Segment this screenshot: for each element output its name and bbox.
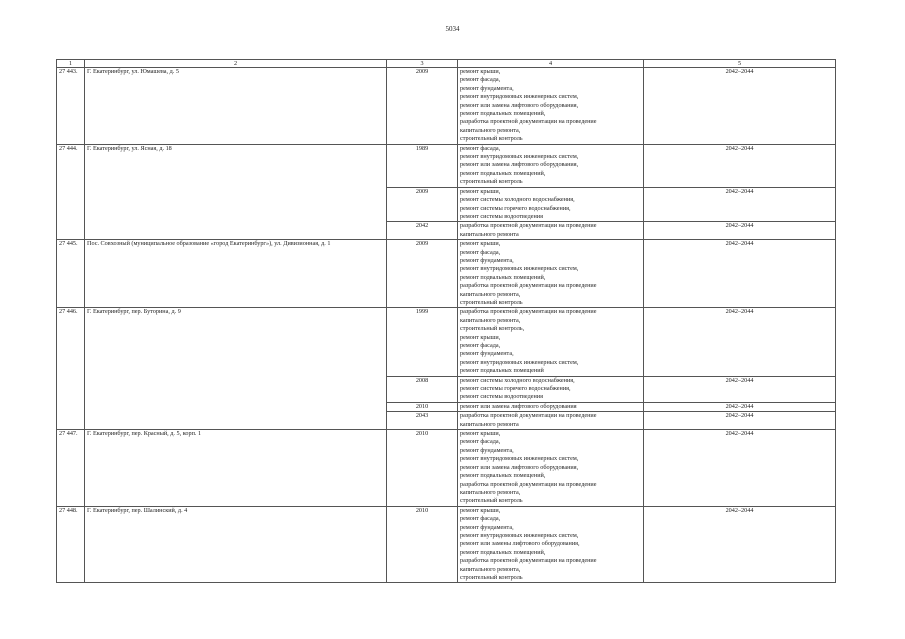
work-item: ремонт фундамента, xyxy=(460,523,514,531)
works-cell xyxy=(458,412,644,430)
period-cell: 2042–2044 xyxy=(644,376,836,402)
work-item: ремонт или замена лифтового оборудования, xyxy=(460,161,579,169)
works-cell xyxy=(458,402,644,411)
address-cell: Г. Екатеринбург, ул. Ясная, д. 18 xyxy=(85,144,387,239)
period-cell: 2042–2044 xyxy=(644,240,836,308)
work-item: ремонт внутридомовых инженерных систем, xyxy=(460,153,579,161)
table-row xyxy=(57,430,836,507)
work-item: ремонт крыши, xyxy=(460,430,501,438)
work-item: ремонт крыши, xyxy=(460,240,501,248)
row-number-cell: 27 445. xyxy=(57,240,85,308)
work-item: разработка проектной документации на проведение xyxy=(460,308,597,316)
year-cell: 2010 xyxy=(387,430,458,507)
year-cell: 1989 xyxy=(387,144,458,187)
period-cell: 2042–2044 xyxy=(644,187,836,222)
work-item: ремонт системы водоотведения xyxy=(460,212,543,220)
work-item: ремонт крыши, xyxy=(460,333,501,341)
work-item: строительный контроль xyxy=(460,298,523,306)
address-cell: Г. Екатеринбург, пер. Буторина, д. 9 xyxy=(85,308,387,430)
work-item: ремонт фундамента, xyxy=(460,256,514,264)
address-cell: Г. Екатеринбург, пер. Шалинский, д. 4 xyxy=(85,506,387,583)
period-cell: 2042–2044 xyxy=(644,506,836,583)
header-row xyxy=(57,60,836,68)
work-item: разработка проектной документации на проведение xyxy=(460,222,597,230)
work-item: строительный контроль xyxy=(460,135,523,143)
year-cell: 2009 xyxy=(387,68,458,145)
work-item: капитального ремонта, xyxy=(460,488,521,496)
work-item: ремонт подвальных помещений, xyxy=(460,472,546,480)
work-item: ремонт фасада, xyxy=(460,342,501,349)
works-cell xyxy=(458,308,644,376)
work-item: капитального ремонта, xyxy=(460,316,521,324)
work-item: строительный контроль, xyxy=(460,325,525,333)
work-item: строительный контроль xyxy=(460,573,523,581)
table-row xyxy=(57,506,836,583)
work-item: ремонт крыши, xyxy=(460,187,501,195)
work-item: ремонт внутридомовых инженерных систем, xyxy=(460,265,579,273)
work-item: разработка проектной документации на проведение xyxy=(460,282,597,290)
year-cell: 2009 xyxy=(387,240,458,308)
work-item: ремонт подвальных помещений, xyxy=(460,548,546,556)
work-item: ремонт фасада, xyxy=(460,144,501,152)
work-item: строительный контроль xyxy=(460,497,523,505)
work-item: ремонт системы горячего водоснабжения, xyxy=(460,385,571,393)
row-number-cell: 27 444. xyxy=(57,144,85,239)
year-cell: 2042 xyxy=(387,222,458,240)
row-number-cell: 27 446. xyxy=(57,308,85,430)
period-cell: 2042–2044 xyxy=(644,412,836,430)
period-cell: 2042–2044 xyxy=(644,430,836,507)
row-number-cell: 27 443. xyxy=(57,68,85,145)
address-cell: Г. Екатеринбург, ул. Юмашева, д. 5 xyxy=(85,68,387,145)
address-cell: Пос. Совхозный (муниципальное образование «город Екатеринбург»), ул. Дивизионная, д. 1 xyxy=(85,240,387,308)
year-cell: 2009 xyxy=(387,187,458,222)
table-row xyxy=(57,240,836,308)
work-item: ремонт подвальных помещений, xyxy=(460,110,546,118)
work-item: разработка проектной документации на проведение xyxy=(460,412,597,420)
period-cell: 2042–2044 xyxy=(644,68,836,145)
work-item: ремонт системы холодного водоснабжения, xyxy=(460,376,575,384)
work-item: ремонт подвальных помещений, xyxy=(460,169,546,177)
work-item: ремонт крыши, xyxy=(460,506,501,514)
works-cell xyxy=(458,222,644,240)
works-cell xyxy=(458,144,644,187)
period-cell: 2042–2044 xyxy=(644,144,836,187)
work-item: разработка проектной документации на проведение xyxy=(460,557,597,565)
work-item: капитального ремонта, xyxy=(460,126,521,134)
work-item: строительный контроль xyxy=(460,178,523,186)
work-item: ремонт фундамента, xyxy=(460,84,514,92)
work-item: ремонт или замена лифтового оборудования xyxy=(460,402,577,410)
works-cell xyxy=(458,68,644,145)
work-item: ремонт фасада, xyxy=(460,76,501,84)
repair-schedule-table xyxy=(56,59,836,583)
works-cell xyxy=(458,506,644,583)
work-item: разработка проектной документации на проведение xyxy=(460,480,597,488)
works-cell xyxy=(458,376,644,402)
header-cell: 4 xyxy=(458,60,644,68)
works-cell xyxy=(458,187,644,222)
table-row xyxy=(57,68,836,145)
row-number-cell: 27 447. xyxy=(57,430,85,507)
work-item: ремонт фасада, xyxy=(460,515,501,523)
period-cell: 2042–2044 xyxy=(644,222,836,240)
work-item: ремонт фасада, xyxy=(460,438,501,446)
work-item: ремонт системы холодного водоснабжения, xyxy=(460,196,575,204)
work-item: ремонт внутридомовых инженерных систем, xyxy=(460,531,579,539)
work-item: ремонт внутридомовых инженерных систем, xyxy=(460,358,579,366)
address-cell: Г. Екатеринбург, пер. Красный, д. 5, корп. 1 xyxy=(85,430,387,507)
header-cell: 5 xyxy=(644,60,836,68)
work-item: разработка проектной документации на проведение xyxy=(460,118,597,126)
work-item: ремонт или замена лифтового оборудования, xyxy=(460,463,579,471)
work-item: ремонт фасада, xyxy=(460,248,501,256)
header-cell: 2 xyxy=(85,60,387,68)
work-item: капитального ремонта, xyxy=(460,290,521,298)
year-cell: 1999 xyxy=(387,308,458,376)
works-cell xyxy=(458,240,644,308)
period-cell: 2042–2044 xyxy=(644,308,836,376)
work-item: ремонт подвальных помещений, xyxy=(460,273,546,281)
row-number-cell: 27 448. xyxy=(57,506,85,583)
work-item: ремонт системы водоотведения xyxy=(460,393,543,401)
work-item: ремонт фундамента, xyxy=(460,446,514,454)
work-item: ремонт внутридомовых инженерных систем, xyxy=(460,455,579,463)
header-cell: 3 xyxy=(387,60,458,68)
work-item: капитального ремонта xyxy=(460,420,519,428)
header-cell: 1 xyxy=(57,60,85,68)
work-item: ремонт или замены лифтового оборудования, xyxy=(460,540,580,548)
period-cell: 2042–2044 xyxy=(644,402,836,411)
work-item: ремонт или замена лифтового оборудования, xyxy=(460,101,579,109)
work-item: ремонт внутридомовых инженерных систем, xyxy=(460,93,579,101)
table-row xyxy=(57,308,836,376)
year-cell: 2010 xyxy=(387,402,458,411)
work-item: капитального ремонта xyxy=(460,230,519,238)
year-cell: 2010 xyxy=(387,506,458,583)
work-item: капитального ремонта, xyxy=(460,565,521,573)
work-item: ремонт подвальных помещений xyxy=(460,367,544,375)
table-row xyxy=(57,144,836,187)
page-number: 5034 xyxy=(445,25,460,33)
year-cell: 2043 xyxy=(387,412,458,430)
year-cell: 2008 xyxy=(387,376,458,402)
works-cell xyxy=(458,430,644,507)
work-item: ремонт системы горячего водоснабжения, xyxy=(460,204,571,212)
work-item: ремонт фундамента, xyxy=(460,350,514,358)
work-item: ремонт крыши, xyxy=(460,68,501,75)
